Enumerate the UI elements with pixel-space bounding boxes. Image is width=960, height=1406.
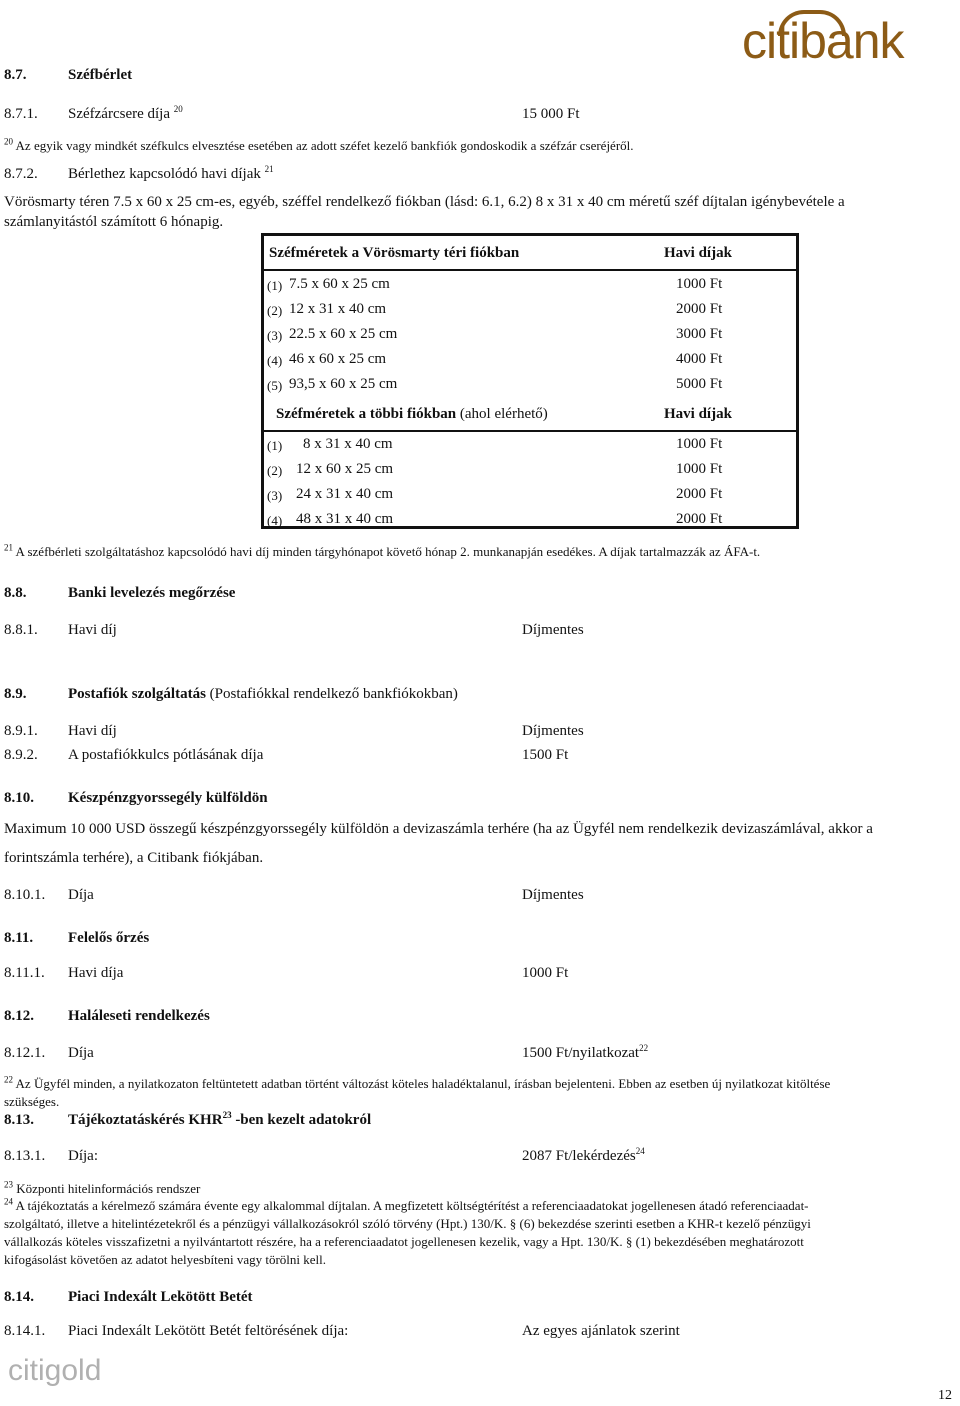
table-divider <box>264 430 796 432</box>
section-8-7-heading <box>4 67 133 84</box>
item-8-13-1-label: Díja: <box>68 1148 98 1164</box>
item-label: Széfzárcsere díja <box>68 106 171 122</box>
item-8-7-2-label <box>68 166 274 183</box>
value-text: 1500 Ft/nyilatkozat <box>522 1045 640 1061</box>
footnote-text: A tájékoztatás a kérelmező számára évente egy alkalommal díjtalan. A megfizetett költségtérítést a referenciaadatokat jogellenesen átadó referenciaadat- <box>15 1198 809 1213</box>
page-number: 12 <box>938 1388 952 1403</box>
section-8-8-title: Banki levelezés megőrzése <box>68 585 236 601</box>
title-rest: (Postafiókkal rendelkező bankfiókokban) <box>205 686 458 702</box>
row-fee: 3000 Ft <box>676 326 723 342</box>
footnote-ref: 23 <box>222 1110 232 1120</box>
row-size: 48 x 31 x 40 cm <box>296 511 394 527</box>
section-8-9-title <box>68 686 458 703</box>
item-8-14-1-number: 8.14.1. <box>4 1323 46 1339</box>
footnote-text: Az egyik vagy mindkét széfkulcs elvesztése esetében az adott széfet kezelő bankfiók gondoskodik a széfzár cseréjéről. <box>15 138 634 153</box>
section-8-14-number: 8.14. <box>4 1289 34 1305</box>
footnote-ref: 20 <box>173 104 183 114</box>
footnote-24-line-2: szolgáltató, illetve a hitelintézetekről és a pénzügyi vállalkozásokról szóló törvény (Hpt.) 130/K. § (6) bekezdése szerinti esetben a KHR-t kezelő pénzügyi <box>4 1216 811 1231</box>
value-text: 2087 Ft/lekérdezés <box>522 1148 636 1164</box>
citibank-logo <box>742 10 954 69</box>
row-number: (1) <box>267 438 283 453</box>
item-8-9-2-value: 1500 Ft <box>522 747 569 763</box>
section-8-8-number: 8.8. <box>4 585 27 601</box>
section-8-14-title: Piaci Indexált Lekötött Betét <box>68 1289 253 1305</box>
subheader-rest: (ahol elérhető) <box>456 406 548 422</box>
item-8-7-1-value: 15 000 Ft <box>522 106 580 122</box>
section-8-10-number: 8.10. <box>4 790 34 806</box>
intro-line-1: Vörösmarty téren 7.5 x 60 x 25 cm-es, egyéb, széffel rendelkező fiókban (lásd: 6.1, 6.2) 8 x 31 x 40 cm méretű széf díjtalan igénybevétele a <box>4 194 845 210</box>
item-8-11-1-label: Havi díja <box>68 965 124 981</box>
citigold-logo: citigold <box>8 1354 102 1387</box>
section-8-12-title: Haláleseti rendelkezés <box>68 1008 210 1024</box>
footnote-number: 21 <box>4 542 13 553</box>
row-number: (2) <box>267 463 283 478</box>
row-number: (1) <box>267 278 283 293</box>
item-8-10-1-label: Díja <box>68 887 94 903</box>
item-8-13-1-value <box>522 1148 645 1165</box>
table-divider <box>264 269 796 271</box>
item-8-9-1-number: 8.9.1. <box>4 723 38 739</box>
section-8-11-number: 8.11. <box>4 930 34 946</box>
footnote-ref: 21 <box>264 164 274 174</box>
item-8-9-2-number: 8.9.2. <box>4 747 38 763</box>
footnote-text: A széfbérleti szolgáltatáshoz kapcsolódó havi díj minden tárgyhónapot követő hónap 2. munkanapján esedékes. A díjak tartalmazzák az ÁFA-t. <box>15 544 761 559</box>
row-number: (3) <box>267 328 283 343</box>
row-size: 12 x 60 x 25 cm <box>296 461 394 477</box>
title-part-a: Tájékoztatáskérés KHR <box>68 1112 223 1128</box>
row-number: (2) <box>267 303 283 318</box>
row-size: 93,5 x 60 x 25 cm <box>289 376 398 392</box>
item-8-10-1-value: Díjmentes <box>522 887 584 903</box>
item-8-7-1-label <box>68 106 183 123</box>
footnote-23 <box>4 1181 200 1197</box>
row-number: (5) <box>267 378 283 393</box>
row-fee: 5000 Ft <box>676 376 723 392</box>
table-subheader-label <box>276 406 548 423</box>
item-8-11-1-value: 1000 Ft <box>522 965 569 981</box>
footnote-number: 22 <box>4 1074 13 1085</box>
item-8-11-1-number: 8.11.1. <box>4 965 45 981</box>
subheader-bold: Széfméretek a többi fiókban <box>276 406 457 422</box>
safe-fee-table <box>261 233 799 529</box>
footnote-22 <box>4 1076 830 1092</box>
item-8-9-1-value: Díjmentes <box>522 723 584 739</box>
footnote-ref: 22 <box>639 1043 649 1053</box>
section-8-13-number: 8.13. <box>4 1112 34 1128</box>
item-8-9-1-label: Havi díj <box>68 723 117 739</box>
paragraph-line-1: Maximum 10 000 USD összegű készpénzgyorssegély külföldön a devizaszámla terhére (ha az Ügyfél nem rendelkezik devizaszámlával, akkor a <box>4 821 873 837</box>
footnote-22-line-2: szükséges. <box>4 1094 60 1109</box>
section-8-12-number: 8.12. <box>4 1008 34 1024</box>
title-part-b: -ben kezelt adatokról <box>231 1112 372 1128</box>
footnote-number: 24 <box>4 1196 13 1207</box>
row-fee: 4000 Ft <box>676 351 723 367</box>
table-header-label: Széfméretek a Vörösmarty téri fiókban <box>269 245 520 261</box>
row-number: (3) <box>267 488 283 503</box>
item-8-7-1 <box>4 106 38 123</box>
row-size: 46 x 60 x 25 cm <box>289 351 387 367</box>
footnote-ref: 24 <box>635 1146 645 1156</box>
row-fee: 1000 Ft <box>676 276 723 292</box>
item-8-14-1-label: Piaci Indexált Lekötött Betét feltörésének díja: <box>68 1323 349 1339</box>
row-size: 12 x 31 x 40 cm <box>289 301 387 317</box>
item-label: Bérlethez kapcsolódó havi díjak <box>68 166 261 182</box>
item-8-8-1-number: 8.8.1. <box>4 622 38 638</box>
item-number: 8.7.1. <box>4 106 38 122</box>
footnote-number: 23 <box>4 1179 13 1190</box>
intro-line-2: számlanyitástól számított 6 hónapig. <box>4 214 224 230</box>
section-title: Széfbérlet <box>68 67 133 83</box>
item-8-8-1-label: Havi díj <box>68 622 117 638</box>
footnote-text: Az Ügyfél minden, a nyilatkozaton feltüntetett adatban történt változást köteles haladéktalanul, írásban bejelenteni. Ebben az esetben új nyilatkozat kitöltése <box>15 1076 831 1091</box>
item-8-13-1-number: 8.13.1. <box>4 1148 46 1164</box>
item-8-7-2-number: 8.7.2. <box>4 166 38 182</box>
item-8-10-1-number: 8.10.1. <box>4 887 46 903</box>
logo-text: citibank <box>742 13 904 69</box>
row-number: (4) <box>267 353 283 368</box>
row-number: (4) <box>267 513 283 528</box>
row-fee: 1000 Ft <box>676 461 723 477</box>
section-8-13-title <box>68 1112 371 1129</box>
row-size: 22.5 x 60 x 25 cm <box>289 326 398 342</box>
footnote-24 <box>4 1198 809 1214</box>
item-8-12-1-label: Díja <box>68 1045 94 1061</box>
section-number: 8.7. <box>4 67 27 83</box>
row-size: 24 x 31 x 40 cm <box>296 486 394 502</box>
row-size: 7.5 x 60 x 25 cm <box>289 276 390 292</box>
item-8-8-1-value: Díjmentes <box>522 622 584 638</box>
paragraph-line-2: forintszámla terhére), a Citibank fiókjában. <box>4 850 264 866</box>
footnote-24-line-3: vállalkozás köteles visszafizetni a nyilvántartott részére, ha a referenciaadatot jogellenesen kezelik, vagy a Hpt. 130/K. § (1) bekezdésében meghatározott <box>4 1234 804 1249</box>
item-8-14-1-value: Az egyes ajánlatok szerint <box>522 1323 680 1339</box>
footnote-20 <box>4 138 634 154</box>
footnote-24-line-4: kifogásolást követően az adatot helyesbíteni vagy törölni kell. <box>4 1252 327 1267</box>
item-8-12-1-value <box>522 1045 648 1062</box>
title-bold: Postafiók szolgáltatás <box>68 686 206 702</box>
table-subheader-fee: Havi díjak <box>664 406 732 422</box>
footnote-text: Központi hitelinformációs rendszer <box>16 1181 201 1196</box>
item-8-9-2-label: A postafiókkulcs pótlásának díja <box>68 747 264 763</box>
footnote-21 <box>4 544 760 560</box>
row-fee: 2000 Ft <box>676 511 723 527</box>
item-8-12-1-number: 8.12.1. <box>4 1045 46 1061</box>
row-size: 8 x 31 x 40 cm <box>303 436 393 452</box>
section-8-10-title: Készpénzgyorssegély külföldön <box>68 790 268 806</box>
section-8-9-number: 8.9. <box>4 686 27 702</box>
row-fee: 2000 Ft <box>676 301 723 317</box>
footnote-number: 20 <box>4 136 13 147</box>
table-header-fee: Havi díjak <box>664 245 732 261</box>
row-fee: 2000 Ft <box>676 486 723 502</box>
row-fee: 1000 Ft <box>676 436 723 452</box>
section-8-11-title: Felelős őrzés <box>68 930 150 946</box>
